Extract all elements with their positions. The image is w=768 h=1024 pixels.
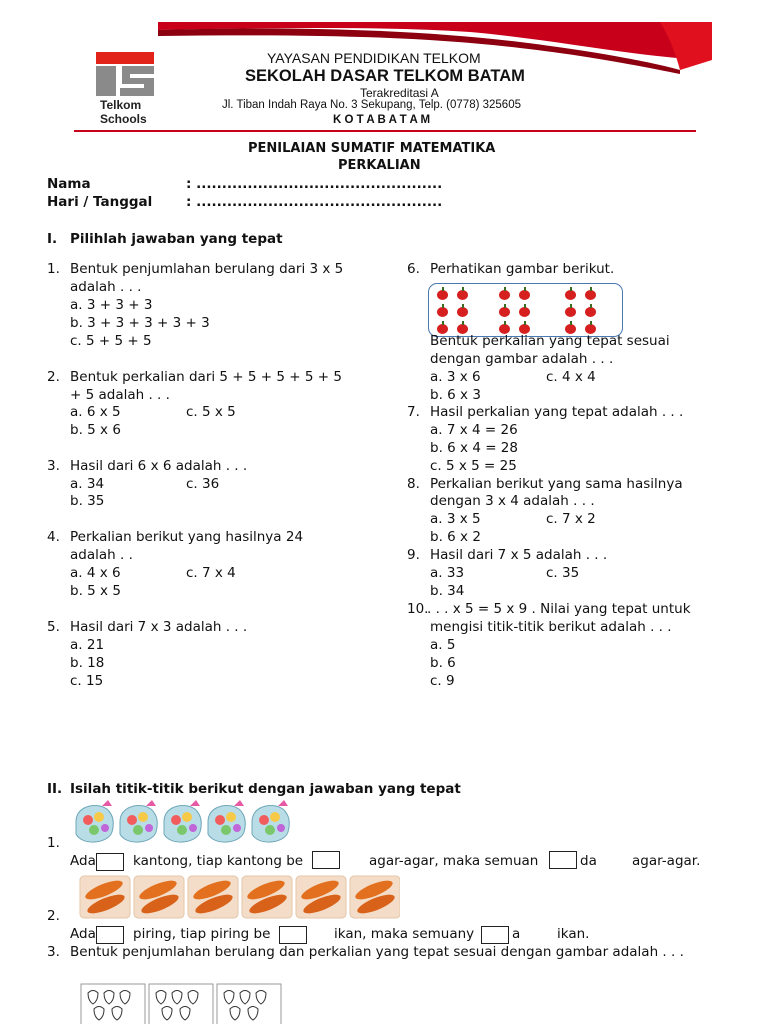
fish-plate-icon bbox=[134, 876, 184, 918]
q2-option-a[interactable]: a. 6 x 5 bbox=[70, 404, 121, 420]
q1-option-b[interactable]: b. 3 + 3 + 3 + 3 + 3 bbox=[70, 315, 210, 331]
q3-number: 3. bbox=[47, 458, 60, 474]
name-field[interactable]: : ................................................ bbox=[186, 176, 443, 192]
q3-text: Hasil dari 6 x 6 adalah . . . bbox=[70, 458, 248, 474]
q4-option-a[interactable]: a. 4 x 6 bbox=[70, 565, 121, 581]
fish-plate-icon bbox=[188, 876, 238, 918]
logo-mark-icon bbox=[94, 50, 158, 100]
q4-text: Perkalian berikut yang hasilnya 24 bbox=[70, 529, 304, 545]
name-label: Nama bbox=[47, 176, 91, 192]
apple-picture bbox=[428, 283, 623, 337]
q10-number: 10. bbox=[407, 601, 429, 617]
q6-option-b[interactable]: b. 6 x 3 bbox=[430, 387, 481, 403]
q9-option-b[interactable]: b. 34 bbox=[430, 583, 465, 599]
q7-option-c[interactable]: c. 5 x 5 = 25 bbox=[430, 458, 517, 474]
q9-option-c[interactable]: c. 35 bbox=[546, 565, 580, 581]
apple-icon bbox=[565, 307, 576, 317]
q5-text: Hasil dari 7 x 3 adalah . . . bbox=[70, 619, 248, 635]
q1-text: Bentuk penjumlahan berulang dari 3 x 5 bbox=[70, 261, 344, 277]
q7-option-a[interactable]: a. 7 x 4 = 26 bbox=[430, 422, 518, 438]
q9-number: 9. bbox=[407, 547, 420, 563]
logo-text-line2: Schools bbox=[100, 112, 147, 126]
telkom-schools-logo bbox=[94, 50, 158, 128]
q8-text-2: dengan 3 x 4 adalah . . . bbox=[430, 493, 595, 509]
fish-plates-picture bbox=[78, 872, 400, 922]
fish-plate-icon bbox=[350, 876, 400, 918]
jelly-bags-picture bbox=[72, 800, 292, 848]
q2-number: 2. bbox=[47, 369, 60, 385]
s2-q1-part2: kantong, tiap kantong be bbox=[133, 853, 304, 869]
q10-text: . . . x 5 = 5 x 9 . Nilai yang tepat untuk bbox=[427, 601, 691, 617]
date-field[interactable]: : ................................................ bbox=[186, 194, 443, 210]
q5-option-c[interactable]: c. 15 bbox=[70, 673, 104, 689]
strawberry-panel-icon bbox=[217, 984, 281, 1024]
q2-text-2: + 5 adalah . . . bbox=[70, 387, 170, 403]
s2-q2-part3: ikan, maka semuany bbox=[334, 926, 475, 942]
fish-plate-icon bbox=[80, 876, 130, 918]
q3-option-b[interactable]: b. 35 bbox=[70, 493, 105, 509]
q4-option-c[interactable]: c. 7 x 4 bbox=[186, 565, 236, 581]
section1-heading: Pilihlah jawaban yang tepat bbox=[70, 231, 283, 247]
q9-text: Hasil dari 7 x 5 adalah . . . bbox=[430, 547, 608, 563]
apple-icon bbox=[457, 290, 468, 300]
s2-q3-number: 3. bbox=[47, 944, 60, 960]
exam-subtitle: PERKALIAN bbox=[338, 158, 421, 173]
q6-text: Perhatikan gambar berikut. bbox=[430, 261, 615, 277]
accreditation: Terakreditasi A bbox=[360, 86, 439, 100]
city: K O T A B A T A M bbox=[333, 114, 431, 126]
q1-text-2: adalah . . . bbox=[70, 279, 142, 295]
q4-text-2: adalah . . bbox=[70, 547, 133, 563]
exam-title: PENILAIAN SUMATIF MATEMATIKA bbox=[248, 141, 496, 156]
s2-q2-number: 2. bbox=[47, 908, 60, 924]
q5-option-b[interactable]: b. 18 bbox=[70, 655, 105, 671]
section2-heading: Isilah titik-titik berikut dengan jawaban yang tepat bbox=[70, 781, 461, 797]
q7-option-b[interactable]: b. 6 x 4 = 28 bbox=[430, 440, 518, 456]
q7-number: 7. bbox=[407, 404, 420, 420]
q8-option-a[interactable]: a. 3 x 5 bbox=[430, 511, 481, 527]
q6-number: 6. bbox=[407, 261, 420, 277]
s2-q2-blank-2[interactable] bbox=[279, 926, 307, 944]
s2-q2-blank-3[interactable] bbox=[481, 926, 509, 944]
q10-option-c[interactable]: c. 9 bbox=[430, 673, 455, 689]
s2-q1-part1: Ada bbox=[70, 853, 96, 869]
q6-option-c[interactable]: c. 4 x 4 bbox=[546, 369, 596, 385]
q1-option-a[interactable]: a. 3 + 3 + 3 bbox=[70, 297, 153, 313]
date-label: Hari / Tanggal bbox=[47, 194, 153, 210]
jelly-bag-icon bbox=[252, 800, 289, 842]
apple-icon bbox=[437, 290, 448, 300]
s2-q1-part3: agar-agar, maka semuan bbox=[369, 853, 539, 869]
s2-q1-blank-1[interactable] bbox=[96, 853, 124, 871]
q5-number: 5. bbox=[47, 619, 60, 635]
s2-q1-number: 1. bbox=[47, 835, 60, 851]
jelly-bag-icon bbox=[120, 800, 157, 842]
s2-q2-part2: piring, tiap piring be bbox=[133, 926, 271, 942]
fish-plate-icon bbox=[296, 876, 346, 918]
section2-number: II. bbox=[47, 781, 63, 797]
jelly-bag-icon bbox=[164, 800, 201, 842]
q1-option-c[interactable]: c. 5 + 5 + 5 bbox=[70, 333, 152, 349]
apple-icon bbox=[499, 290, 510, 300]
apple-icon bbox=[519, 307, 530, 317]
school-address: Jl. Tiban Indah Raya No. 3 Sekupang, Telp. (0778) 325605 bbox=[222, 99, 521, 111]
q2-option-b[interactable]: b. 5 x 6 bbox=[70, 422, 121, 438]
q8-option-b[interactable]: b. 6 x 2 bbox=[430, 529, 481, 545]
s2-q2-part5: ikan. bbox=[557, 926, 590, 942]
jelly-bag-icon bbox=[208, 800, 245, 842]
q8-number: 8. bbox=[407, 476, 420, 492]
q10-option-b[interactable]: b. 6 bbox=[430, 655, 456, 671]
q5-option-a[interactable]: a. 21 bbox=[70, 637, 105, 653]
q10-text-2: mengisi titik-titik berikut adalah . . . bbox=[430, 619, 672, 635]
apple-icon bbox=[565, 290, 576, 300]
q8-option-c[interactable]: c. 7 x 2 bbox=[546, 511, 596, 527]
q8-text: Perkalian berikut yang sama hasilnya bbox=[430, 476, 683, 492]
q4-option-b[interactable]: b. 5 x 5 bbox=[70, 583, 121, 599]
s2-q2-part1: Ada bbox=[70, 926, 96, 942]
s2-q3-text: Bentuk penjumlahan berulang dan perkalian yang tepat sesuai dengan gambar adalah . . . bbox=[70, 944, 684, 960]
q6-option-a[interactable]: a. 3 x 6 bbox=[430, 369, 481, 385]
s2-q2-part4: a bbox=[512, 926, 521, 942]
apple-icon bbox=[585, 307, 596, 317]
q4-number: 4. bbox=[47, 529, 60, 545]
q10-option-a[interactable]: a. 5 bbox=[430, 637, 456, 653]
apple-icon bbox=[499, 307, 510, 317]
apple-icon bbox=[585, 290, 596, 300]
q3-option-a[interactable]: a. 34 bbox=[70, 476, 105, 492]
strawberry-picture bbox=[80, 983, 282, 1024]
logo-text-line1: Telkom bbox=[100, 98, 142, 112]
apple-icon bbox=[457, 307, 468, 317]
foundation-name: YAYASAN PENDIDIKAN TELKOM bbox=[267, 50, 481, 66]
section1-number: I. bbox=[47, 231, 58, 247]
s2-q1-part4: da bbox=[580, 853, 597, 869]
strawberry-panel-icon bbox=[149, 984, 213, 1024]
q3-option-c[interactable]: c. 36 bbox=[186, 476, 220, 492]
fish-plate-icon bbox=[242, 876, 292, 918]
q6-text-2: Bentuk perkalian yang tepat sesuai bbox=[430, 333, 670, 349]
q6-text-3: dengan gambar adalah . . . bbox=[430, 351, 614, 367]
school-name: SEKOLAH DASAR TELKOM BATAM bbox=[245, 67, 525, 85]
q2-option-c[interactable]: c. 5 x 5 bbox=[186, 404, 236, 420]
s2-q2-blank-1[interactable] bbox=[96, 926, 124, 944]
q7-text: Hasil perkalian yang tepat adalah . . . bbox=[430, 404, 684, 420]
s2-q1-blank-3[interactable] bbox=[549, 851, 577, 869]
strawberry-panel-icon bbox=[81, 984, 145, 1024]
q1-number: 1. bbox=[47, 261, 60, 277]
s2-q1-blank-2[interactable] bbox=[312, 851, 340, 869]
apple-icon bbox=[437, 307, 448, 317]
jelly-bag-icon bbox=[76, 800, 113, 842]
q9-option-a[interactable]: a. 33 bbox=[430, 565, 465, 581]
apple-icon bbox=[519, 290, 530, 300]
q2-text: Bentuk perkalian dari 5 + 5 + 5 + 5 + 5 bbox=[70, 369, 342, 385]
s2-q1-part5: agar-agar. bbox=[632, 853, 701, 869]
